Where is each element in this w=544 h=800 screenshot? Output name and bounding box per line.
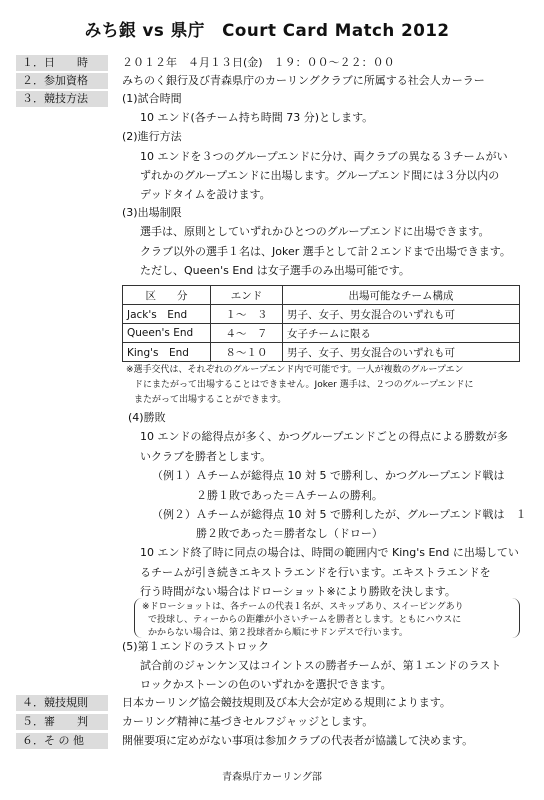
table-cell: 男子、女子、男女混合のいずれも可 <box>283 343 520 362</box>
table-header-row <box>123 286 520 305</box>
table-cell: ８～１０ <box>211 343 283 362</box>
table-cell: Jack's End <box>123 305 211 324</box>
table-cell: 女子チームに限る <box>283 324 520 343</box>
item-value-eligibility: みちのく銀行及び青森県庁のカーリングクラブに所属する社会人カーラー <box>122 74 485 87</box>
table-row <box>123 324 520 343</box>
item-value-other: 開催要項に定めがない事項は参加クラブの代表者が協議して決めます。 <box>122 734 474 747</box>
item-value-judge: カーリング精神に基づきセルフジャッジとします。 <box>122 715 374 728</box>
table-note-line: またがって出場することができます。 <box>134 395 287 405</box>
method-p3-line: ただし、Queen's End は女子選手のみ出場可能です。 <box>140 264 410 277</box>
item-label-eligibility: ２．参加資格 <box>22 74 88 87</box>
draw-note-line: ※ドローショットは、各チームの代表１名が、スキップあり、スイーピングあり <box>142 602 464 612</box>
end-restriction-table <box>122 285 520 362</box>
table-note-line: ※選手交代は、それぞれのグループエンド内で可能です。一人が複数のグループエン <box>126 365 464 375</box>
table-header: 区 分 <box>123 286 211 305</box>
example-1-line: ２勝１敗であった＝Ａチームの勝利。 <box>196 489 383 502</box>
item-label-other: ６．そ の 他 <box>22 734 84 747</box>
footer-organizer: 青森県庁カーリング部 <box>222 772 322 783</box>
page-title: みち銀 vs 県庁 Court Card Match 2012 <box>84 21 450 41</box>
method-p1-heading: (1)試合時間 <box>122 92 182 105</box>
item-label-method: ３．競技方法 <box>22 92 88 105</box>
tie-rule-line: 10 エンド終了時に同点の場合は、時間の範囲内で King's End に出場してい <box>140 546 519 559</box>
table-header: エンド <box>211 286 283 305</box>
item-label-date: １．日 時 <box>22 56 88 69</box>
item-value-rules: 日本カーリング協会競技規則及び本大会が定める規則によります。 <box>122 696 451 709</box>
table-cell: ４～ ７ <box>211 324 283 343</box>
table-header: 出場可能なチーム構成 <box>283 286 520 305</box>
method-p2-line: 10 エンドを３つのグループエンドに分け、両クラブの異なる３チームがい <box>140 150 508 163</box>
method-p5-heading: (5)第１エンドのラストロック <box>122 640 270 653</box>
example-2-line: （例２）Ａチームが総得点 10 対 5 で勝利したが、グループエンド戦は １ <box>152 508 527 521</box>
table-cell: King's End <box>123 343 211 362</box>
table-cell: Queen's End <box>123 324 211 343</box>
example-2-line: 勝２敗であった＝勝者なし（ドロー） <box>196 527 383 540</box>
table-note-line: ドにまたがって出場することはできません。Joker 選手は、２つのグループエンドに <box>134 380 474 390</box>
item-label-judge: ５．審 判 <box>22 715 88 728</box>
item-label-rules: ４．競技規則 <box>22 696 88 709</box>
method-p2-line: デッドタイムを設けます。 <box>140 188 271 201</box>
method-p1-text: 10 エンド(各チーム持ち時間 73 分)とします。 <box>140 111 374 124</box>
method-p5-line: ロックかストーンの色のいずれかを選択できます。 <box>140 678 392 691</box>
table-row <box>123 343 520 362</box>
method-p4-line: 10 エンドの総得点が多く、かつグループエンドごとの得点による勝数が多 <box>140 430 508 443</box>
method-p5-line: 試合前のジャンケン又はコイントスの勝者チームが、第１エンドのラスト <box>140 659 502 672</box>
table-row <box>123 305 520 324</box>
table-cell: １～ ３ <box>211 305 283 324</box>
example-1-line: （例１）Ａチームが総得点 10 対 5 で勝利し、かつグループエンド戦は <box>152 469 505 482</box>
method-p3-line: 選手は、原則としていずれかひとつのグループエンドに出場できます。 <box>140 225 490 238</box>
method-p3-line: クラブ以外の選手１名は、Joker 選手として計２エンドまで出場できます。 <box>140 245 511 258</box>
method-p2-heading: (2)進行方法 <box>122 130 182 143</box>
method-p2-line: ずれかのグループエンドに出場します。グループエンド間には３分以内の <box>140 169 500 182</box>
method-p4-line: いクラブを勝者とします。 <box>140 450 272 463</box>
method-p4-heading: (4)勝敗 <box>128 411 166 424</box>
draw-note-line: で投球し、ティーからの距離が小さいチームを勝者とします。ともにハウスに <box>148 615 462 625</box>
table-cell: 男子、女子、男女混合のいずれも可 <box>283 305 520 324</box>
method-p3-heading: (3)出場制限 <box>122 206 182 219</box>
tie-rule-line: 行う時間がない場合はドローショット※により勝敗を決します。 <box>140 585 456 598</box>
tie-rule-line: るチームが引き続きエキストラエンドを行います。エキストラエンドを <box>140 566 491 579</box>
draw-note-line: かからない場合は、第２投球者から順にサドンデスで行います。 <box>148 628 408 638</box>
item-value-date: ２０１２年 ４月１３日(金) １９：００～２２：００ <box>122 56 395 69</box>
